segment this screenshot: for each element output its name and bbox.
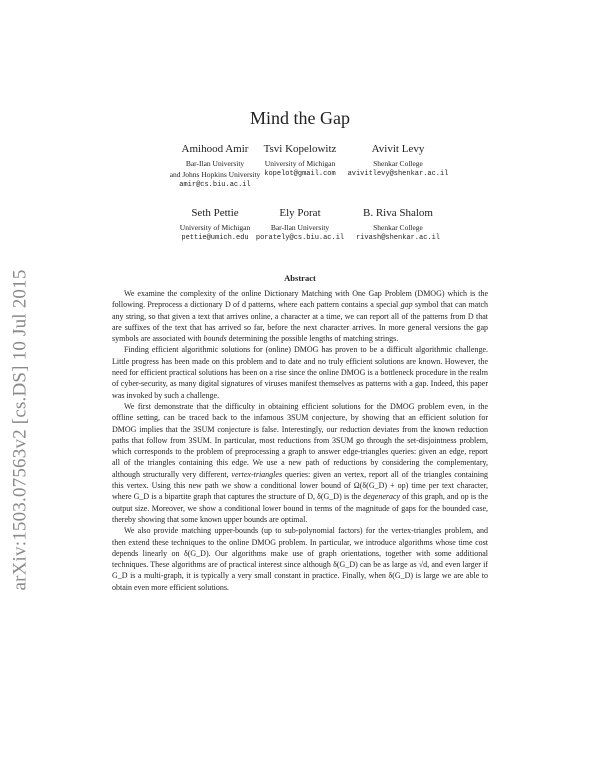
author-name: B. Riva Shalom [363, 207, 433, 219]
abstract-heading: Abstract [284, 273, 316, 283]
paper-title: Mind the Gap [250, 108, 350, 128]
arxiv-identifier-text: arXiv:1503.07563v2 [cs.DS] 10 Jul 2015 [10, 269, 31, 591]
author-email: avivitlevy@shenkar.ac.il [347, 170, 449, 178]
abstract-paragraph: We examine the complexity of the online Dictionary Matching with One Gap Problem (DMOG) which is the following. Preprocess a dictionary D of d patterns, where each pattern contains a special gap symbol that can match any string, so that given a text that arrives online, a character at a time, we can report all of the patterns from D that are suffixes of the text that has arrived so far, before the next character arrives. In more general versions the gap symbols are associated with bounds determining the possible lengths of matching strings. [112, 289, 489, 344]
emphasized-term: gap [400, 300, 413, 310]
author-affiliation: University of Michigan [179, 223, 251, 232]
abstract-paragraph: Finding efficient algorithmic solutions for (online) DMOG has proven to be a difficult algorithmic challenge. Little progress has been made on this problem and to date and no truly efficient solutions are known. However, the need for efficient practical solutions has been on a rise since the online DMOG is a bottleneck procedure in the realm of cyber-security, as many digital signatures of viruses manifest themselves as patterns with a gap. Indeed, this paper was invoked by such a challenge. [112, 345, 488, 400]
author-name: Amihood Amir [181, 143, 249, 155]
author-affiliation: Shenkar College [373, 223, 423, 232]
author-email: pettie@umich.edu [181, 234, 249, 242]
author-affiliation: Bar-Ilan University [185, 159, 245, 168]
author-email: kopelot@gmail.com [264, 170, 336, 178]
author-name: Tsvi Kopelowitz [263, 143, 337, 155]
author-email: porately@cs.biu.ac.il [255, 234, 345, 242]
author-block [298, 206, 498, 244]
author-affiliation: Bar-Ilan University [270, 223, 330, 232]
author-affiliation-secondary: and Johns Hopkins University [169, 170, 261, 179]
author-email: rivash@shenkar.ac.il [355, 234, 440, 242]
arxiv-identifier [6, 220, 36, 640]
emphasized-term: bounds [203, 334, 227, 344]
author-affiliation: University of Michigan [264, 159, 336, 168]
author-name: Avivit Levy [371, 143, 425, 155]
emphasized-term: degeneracy [363, 492, 401, 502]
author-name: Ely Porat [279, 207, 321, 219]
author-email: amir@cs.biu.ac.il [179, 181, 251, 189]
author-block [298, 142, 498, 180]
abstract-body [112, 288, 488, 593]
author-name: Seth Pettie [191, 207, 239, 219]
author-affiliation: Shenkar College [373, 159, 423, 168]
abstract-paragraph: We first demonstrate that the difficulty in obtaining efficient solutions for the DMOG problem even, in the offline setting, can be traced back to the infamous 3SUM conjecture, by showing that an efficient solution for DMOG implies that the 3SUM conjecture is false. Interestingly, our reduction deviates from the known reduction paths that follow from 3SUM. In particular, most reductions from 3SUM go through the set-disjointness problem, which corresponds to the problem of preprocessing a graph to answer edge-triangles queries: given an edge, report all of the triangles containing this edge. We use a new path of reductions by considering the complementary, although structurally very different, vertex-triangles queries: given an vertex, report all of the triangles containing this vertex. Using this new path we show a conditional lower bound of Ω(δ(G_D) + op) time per text character, where G_D is a bipartite graph that captures the structure of D, δ(G_D) is the degeneracy of this graph, and op is the output size. Moreover, we show a conditional lower bound in terms of the magnitude of gaps for the bounded case, thereby showing that some known upper bounds are optimal. [112, 401, 489, 524]
abstract-paragraph: We also provide matching upper-bounds (up to sub-polynomial factors) for the vertex-triangles problem, and then extend these techniques to the online DMOG problem. In particular, we introduce algorithms whose time cost depends linearly on δ(G_D). Our algorithms make use of graph orientations, together with some additional techniques. These algorithms are of practical interest since although δ(G_D) can be as large as √d, and even larger if G_D is a multi-graph, it is typically a very small constant in practice. Finally, when δ(G_D) is large we are able to obtain even more efficient solutions. [112, 526, 488, 592]
emphasized-term: vertex-triangles [231, 469, 283, 479]
